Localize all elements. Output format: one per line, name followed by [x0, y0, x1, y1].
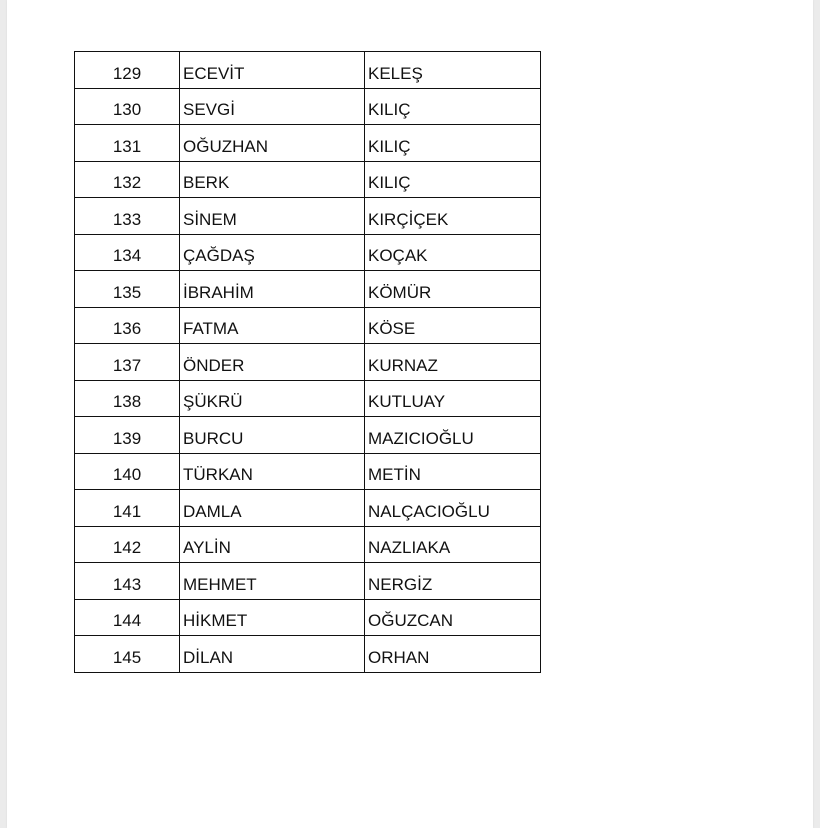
first-name-cell: AYLİN — [180, 526, 365, 563]
first-name-cell: SİNEM — [180, 198, 365, 235]
table-body — [75, 52, 541, 673]
row-number-cell: 145 — [75, 636, 180, 673]
last-name-cell: KELEŞ — [365, 52, 541, 89]
last-name-cell: KÖSE — [365, 307, 541, 344]
first-name-cell: ECEVİT — [180, 52, 365, 89]
table-row — [75, 271, 541, 308]
table-row — [75, 490, 541, 527]
last-name-cell: NERGİZ — [365, 563, 541, 600]
first-name-cell: TÜRKAN — [180, 453, 365, 490]
first-name-cell: BURCU — [180, 417, 365, 454]
row-number-cell: 139 — [75, 417, 180, 454]
table-row — [75, 161, 541, 198]
last-name-cell: KILIÇ — [365, 125, 541, 162]
row-number-cell: 135 — [75, 271, 180, 308]
table-row — [75, 52, 541, 89]
first-name-cell: ÖNDER — [180, 344, 365, 381]
last-name-cell: OĞUZCAN — [365, 599, 541, 636]
table-row — [75, 453, 541, 490]
table-row — [75, 234, 541, 271]
table-row — [75, 417, 541, 454]
table-row — [75, 344, 541, 381]
first-name-cell: FATMA — [180, 307, 365, 344]
document-page — [7, 0, 813, 828]
row-number-cell: 141 — [75, 490, 180, 527]
last-name-cell: ORHAN — [365, 636, 541, 673]
first-name-cell: MEHMET — [180, 563, 365, 600]
first-name-cell: BERK — [180, 161, 365, 198]
table-row — [75, 563, 541, 600]
last-name-cell: KOÇAK — [365, 234, 541, 271]
last-name-cell: NAZLIAKA — [365, 526, 541, 563]
row-number-cell: 130 — [75, 88, 180, 125]
row-number-cell: 137 — [75, 344, 180, 381]
row-number-cell: 132 — [75, 161, 180, 198]
last-name-cell: KÖMÜR — [365, 271, 541, 308]
first-name-cell: HİKMET — [180, 599, 365, 636]
table-row — [75, 125, 541, 162]
row-number-cell: 144 — [75, 599, 180, 636]
table-row — [75, 380, 541, 417]
table-row — [75, 198, 541, 235]
row-number-cell: 142 — [75, 526, 180, 563]
first-name-cell: DİLAN — [180, 636, 365, 673]
last-name-cell: KIRÇİÇEK — [365, 198, 541, 235]
last-name-cell: NALÇACIOĞLU — [365, 490, 541, 527]
first-name-cell: İBRAHİM — [180, 271, 365, 308]
table-row — [75, 88, 541, 125]
row-number-cell: 129 — [75, 52, 180, 89]
first-name-cell: SEVGİ — [180, 88, 365, 125]
first-name-cell: DAMLA — [180, 490, 365, 527]
last-name-cell: KUTLUAY — [365, 380, 541, 417]
row-number-cell: 140 — [75, 453, 180, 490]
last-name-cell: KILIÇ — [365, 88, 541, 125]
first-name-cell: OĞUZHAN — [180, 125, 365, 162]
last-name-cell: KURNAZ — [365, 344, 541, 381]
table-row — [75, 307, 541, 344]
row-number-cell: 134 — [75, 234, 180, 271]
first-name-cell: ÇAĞDAŞ — [180, 234, 365, 271]
row-number-cell: 133 — [75, 198, 180, 235]
table-row — [75, 636, 541, 673]
last-name-cell: METİN — [365, 453, 541, 490]
row-number-cell: 143 — [75, 563, 180, 600]
row-number-cell: 138 — [75, 380, 180, 417]
row-number-cell: 131 — [75, 125, 180, 162]
name-list-table — [74, 51, 541, 673]
table-row — [75, 526, 541, 563]
row-number-cell: 136 — [75, 307, 180, 344]
last-name-cell: MAZICIOĞLU — [365, 417, 541, 454]
first-name-cell: ŞÜKRÜ — [180, 380, 365, 417]
last-name-cell: KILIÇ — [365, 161, 541, 198]
table-row — [75, 599, 541, 636]
